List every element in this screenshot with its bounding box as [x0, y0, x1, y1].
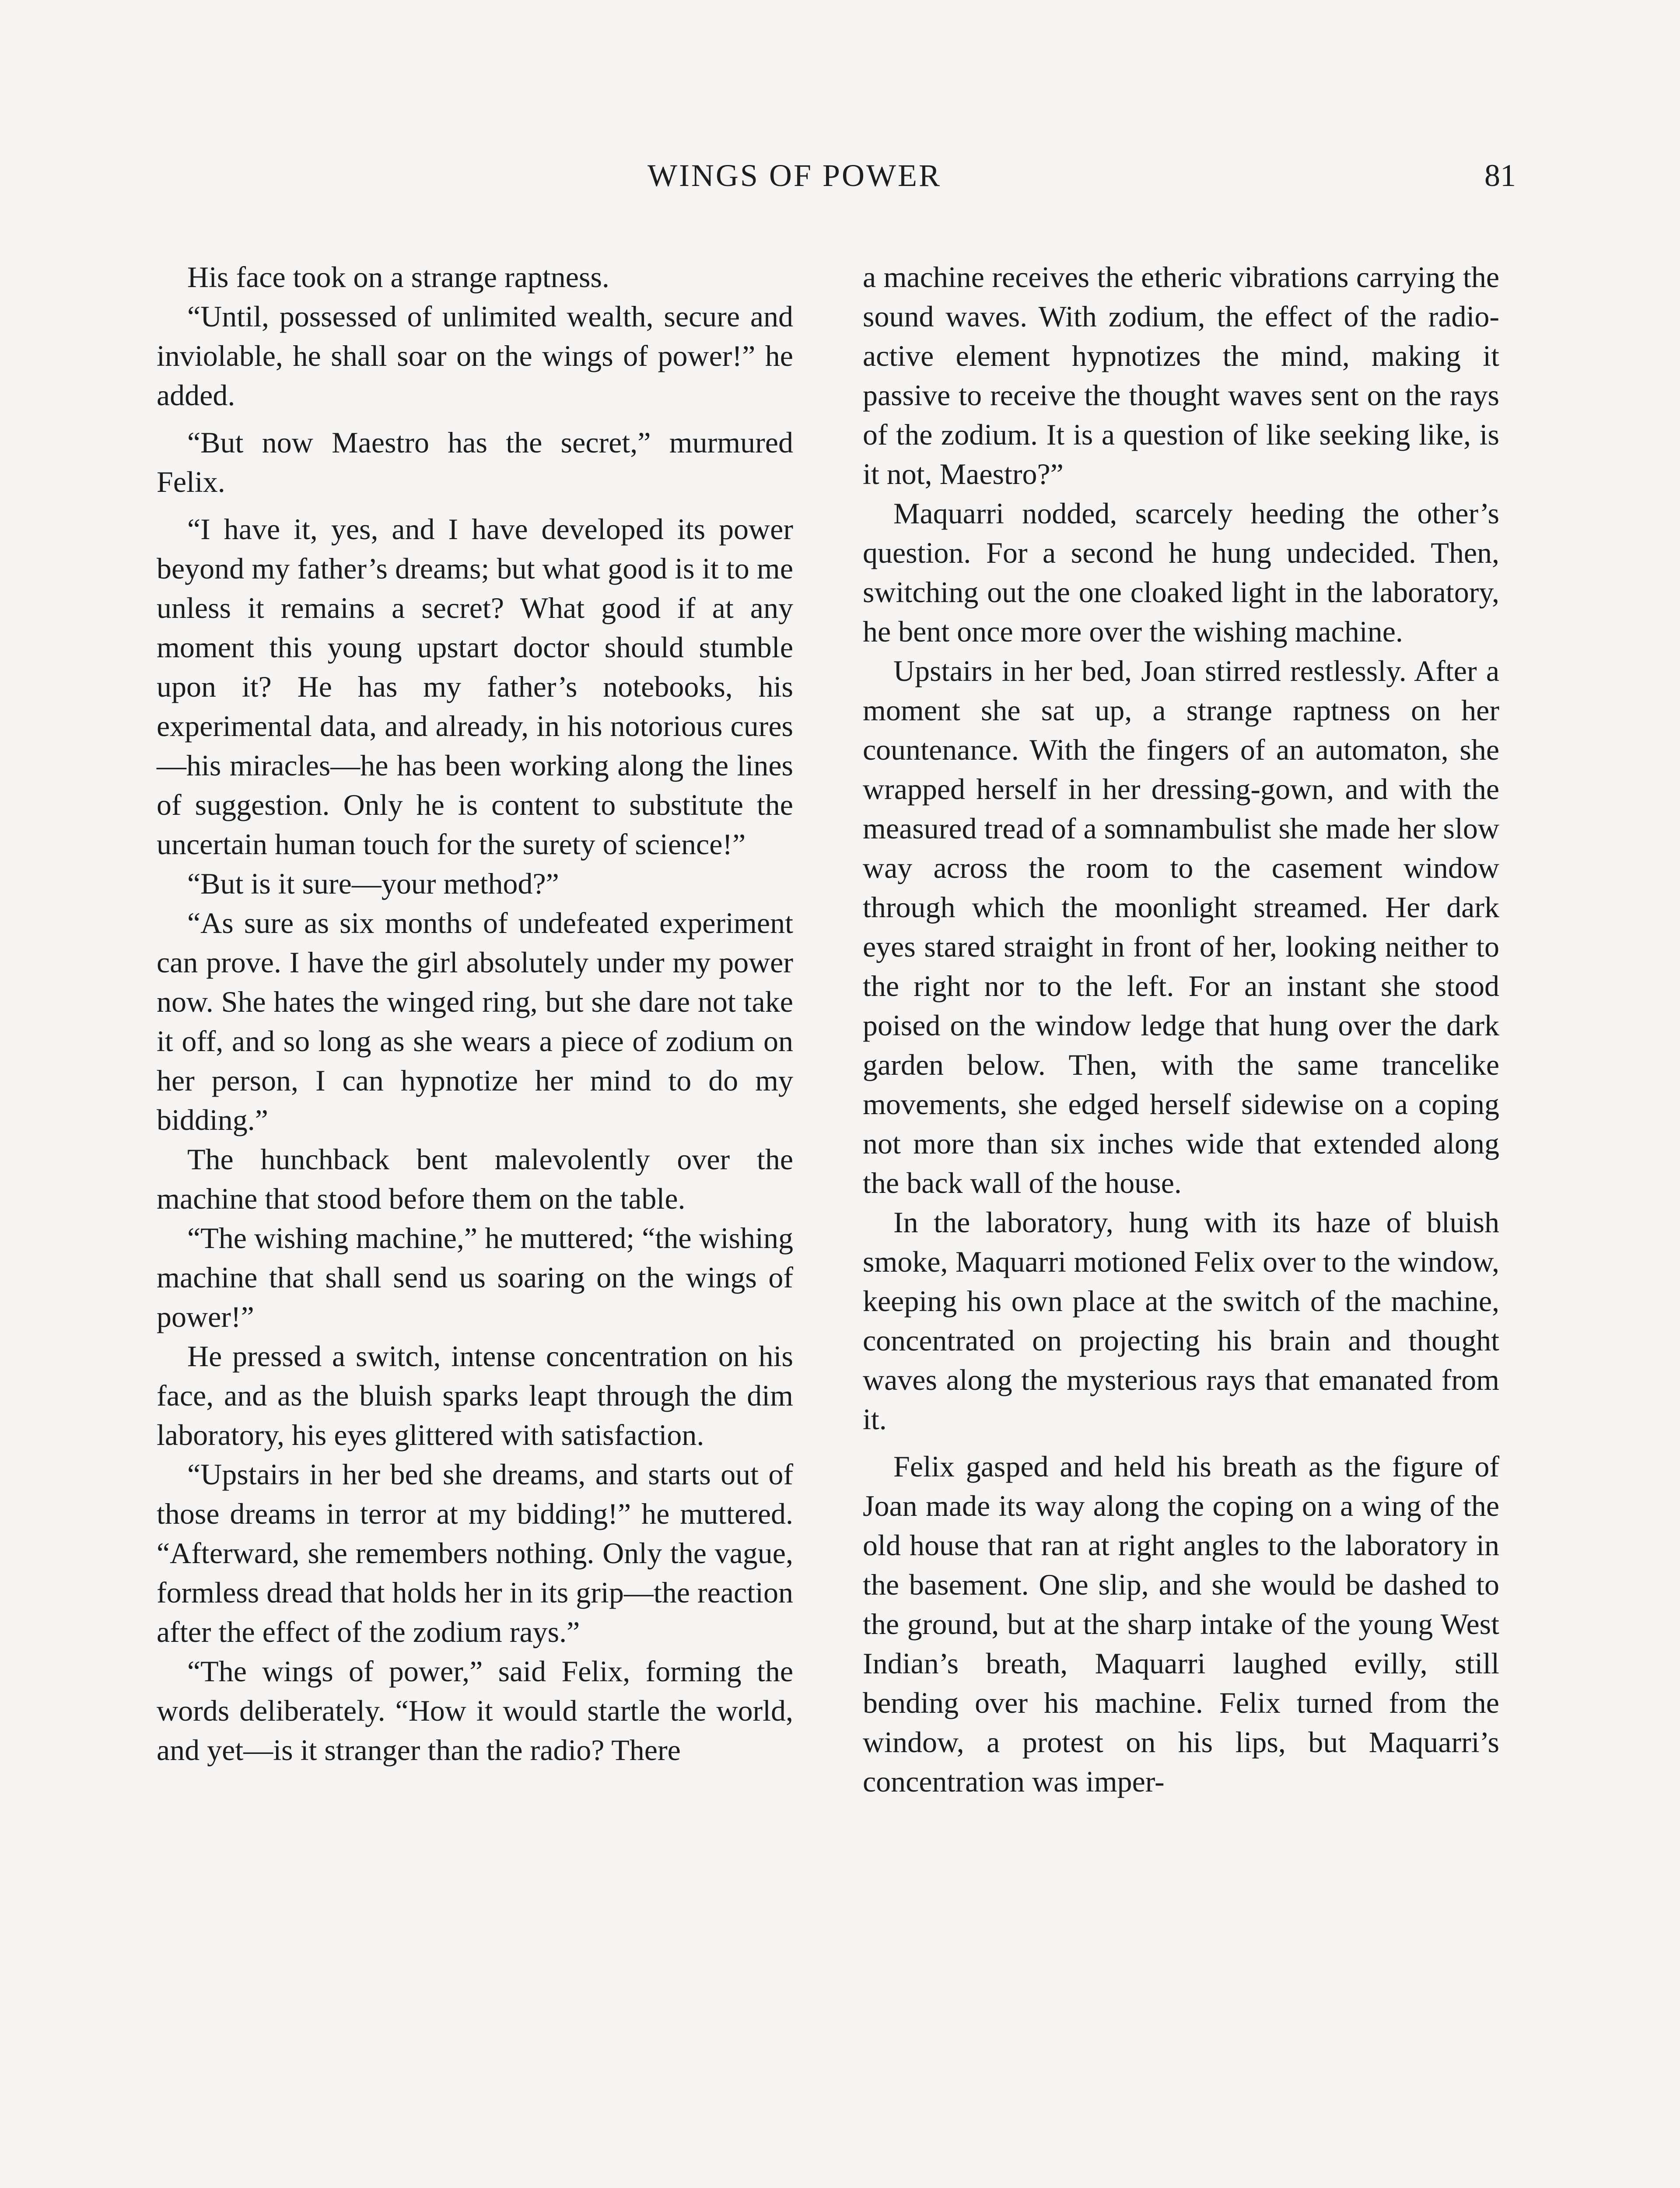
paragraph: He pressed a switch, intense concentration on his face, and as the bluish sparks leapt through the dim laboratory, his eyes glittered with satisfaction.	[157, 1339, 793, 1452]
paragraph: Maquarri nodded, scarcely heeding the other’s question. For a second he hung undecided. Then, switching out the one cloaked light in the laboratory, he bent once more over the wishing machine.	[863, 497, 1499, 648]
paragraph: “But is it sure—your method?”	[187, 867, 559, 900]
paragraph: In the laboratory, hung with its haze of bluish smoke, Maquarri motioned Felix over to the window, keeping his own place at the switch of the machine, concentrated on projecting his brain and thought waves along the mysterious rays that emanated from it.	[863, 1206, 1499, 1436]
paragraph: “But now Maestro has the secret,” murmured Felix.	[157, 426, 793, 498]
paragraph: “Until, possessed of unlimited wealth, secure and inviolable, he shall soar on the wings of power!” he added.	[157, 300, 793, 412]
left-column	[157, 257, 793, 1770]
paragraph: “I have it, yes, and I have developed its power beyond my father’s dreams; but what good is it to me unless it remains a secret? What good if at any moment this young upstart doctor should stumble upon it? He has my father’s notebooks, his experimental data, and already, in his notorious cures—his miracles—he has been working along the lines of suggestion. Only he is content to substitute the uncertain human touch for the surety of science!”	[157, 512, 793, 861]
paragraph: “Upstairs in her bed she dreams, and starts out of those dreams in terror at my bidding!” he muttered. “Afterward, she remembers nothing. Only the vague, formless dread that holds her in its grip—the reaction after the effect of the zodium rays.”	[157, 1458, 793, 1648]
paragraph: “As sure as six months of undefeated experiment can prove. I have the girl absolutely under my power now. She hates the winged ring, but she dare not take it off, and so long as she wears a piece of zodium on her person, I can hypnotize her mind to do my bidding.”	[157, 906, 793, 1136]
right-column	[863, 257, 1499, 1801]
page-number: 81	[1484, 158, 1516, 193]
running-title: WINGS OF POWER	[648, 158, 942, 193]
paragraph: Felix gasped and held his breath as the figure of Joan made its way along the coping on a wing of the old house that ran at right angles to the laboratory in the basement. One slip, and she would be dashed to the ground, but at the sharp intake of the young West Indian’s breath, Maquarri laughed evilly, still bending over his machine. Felix turned from the window, a protest on his lips, but Maquarri’s concentration was imper-	[863, 1450, 1499, 1798]
paragraph: His face took on a strange raptness.	[187, 260, 609, 294]
paragraph: The hunchback bent malevolently over the machine that stood before them on the table.	[157, 1143, 793, 1215]
paragraph: Upstairs in her bed, Joan stirred restlessly. After a moment she sat up, a strange raptness on her countenance. With the fingers of an automaton, she wrapped herself in her dressing-gown, and with the measured tread of a somnambulist she made her slow way across the room to the casement window through which the moonlight streamed. Her dark eyes stared straight in front of her, looking neither to the right nor to the left. For an instant she stood poised on the window ledge that hung over the dark garden below. Then, with the same trancelike movements, she edged herself sidewise on a coping not more than six inches wide that extended along the back wall of the house.	[863, 654, 1499, 1199]
paragraph: “The wishing machine,” he muttered; “the wishing machine that shall send us soaring on the wings of power!”	[157, 1221, 793, 1333]
paragraph: a machine receives the etheric vibrations carrying the sound waves. With zodium, the effect of the radio-active element hypnotizes the mind, making it passive to receive the thought waves sent on the rays of the zodium. It is a question of like seeking like, is it not, Maestro?”	[863, 260, 1499, 491]
paragraph: “The wings of power,” said Felix, forming the words deliberately. “How it would startle the world, and yet—is it stranger than the radio? There	[157, 1655, 793, 1767]
